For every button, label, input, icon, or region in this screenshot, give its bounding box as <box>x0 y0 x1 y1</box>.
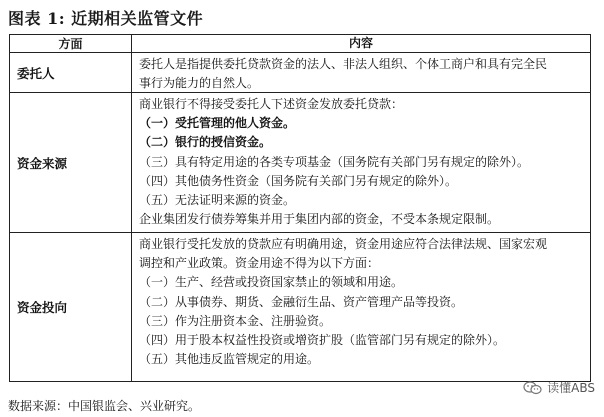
content-cell <box>132 53 590 92</box>
table-header-row <box>10 35 590 53</box>
content-cell <box>132 233 590 381</box>
content-line: （五）其他违反监管规定的用途。 <box>139 352 320 367</box>
content-line: 商业银行受托发放的贷款应有明确用途，资金用途应符合法律法规、国家宏观 <box>139 237 548 251</box>
content-line: （二）从事债券、期货、金融衍生品、资产管理产品等投资。 <box>139 294 464 309</box>
aspect-cell: 委托人 <box>10 53 132 92</box>
aspect-cell: 资金来源 <box>10 93 132 232</box>
header-content: 内容 <box>348 35 373 50</box>
content-line: （四）用于股本权益性投资或增资扩股（监管部门另有规定的除外）。 <box>139 333 506 348</box>
content-line: （三）作为注册资本金、注册验资。 <box>139 313 332 328</box>
content-line: （四）其他债务性资金（国务院有关部门另有规定的除外）。 <box>139 173 458 188</box>
table-row <box>10 53 590 93</box>
content-line: 事行为能力的自然人。 <box>139 76 260 91</box>
content-line: （三）具有特定用途的各类专项基金（国务院有关部门另有规定的除外）。 <box>139 154 530 169</box>
figure-title: 图表 1: 近期相关监管文件 <box>8 9 204 28</box>
table-row <box>10 93 590 233</box>
watermark-text: 读懂ABS <box>547 381 595 395</box>
content-line: （五）无法证明来源的资金。 <box>139 193 296 208</box>
content-line: （二）银行的授信资金。 <box>139 135 272 150</box>
aspect-cell: 资金投向 <box>10 233 132 381</box>
content-line: （一）生产、经营或投资国家禁止的领域和用途。 <box>139 275 404 290</box>
content-line: 商业银行不得接受委托人下述资金发放委托贷款： <box>139 97 404 111</box>
content-line: 委托人是指提供委托贷款资金的法人、非法人组织、个体工商户和具有完全民 <box>139 57 548 71</box>
table-row <box>10 233 590 381</box>
content-line: （一）受托管理的他人资金。 <box>139 116 296 131</box>
watermark <box>523 379 595 396</box>
content-line: 企业集团发行债券筹集并用于集团内部的资金，不受本条规定限制。 <box>139 212 500 227</box>
wechat-logo-icon <box>523 381 543 395</box>
regulation-table <box>9 34 591 382</box>
header-aspect: 方面 <box>10 35 132 52</box>
data-source-note: 数据来源：中国银监会、兴业研究。 <box>8 399 201 413</box>
content-line: 调控和产业政策。资金用途不得为以下方面： <box>139 256 380 271</box>
content-cell <box>132 93 590 232</box>
